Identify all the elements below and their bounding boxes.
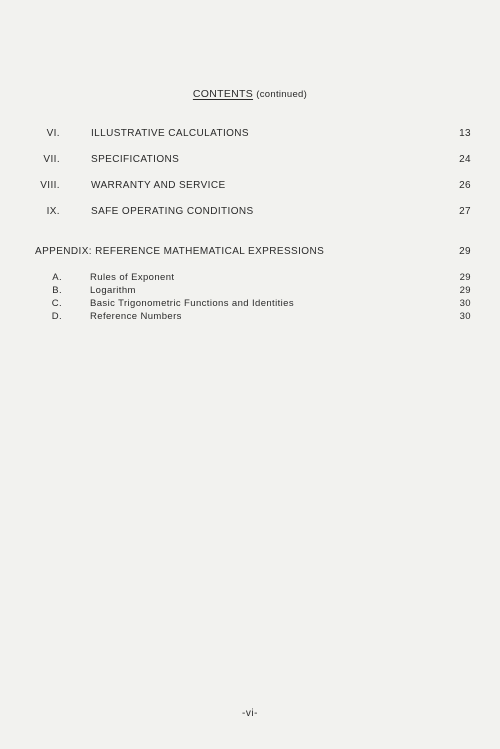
toc-section-number: VII. — [43, 154, 60, 165]
toc-page-number: 29 — [459, 285, 471, 296]
toc-section-title: SAFE OPERATING CONDITIONS — [91, 206, 254, 217]
toc-subrow — [0, 285, 500, 298]
toc-page-number: 26 — [459, 180, 471, 191]
toc-subsection-letter: A. — [52, 272, 62, 283]
toc-page-number: 24 — [459, 154, 471, 165]
toc-appendix-row — [0, 246, 500, 260]
toc-section-title: SPECIFICATIONS — [91, 154, 180, 165]
toc-appendix-title: APPENDIX: REFERENCE MATHEMATICAL EXPRESSIONS — [35, 246, 325, 257]
toc-subrow — [0, 311, 500, 324]
toc-page-number: 27 — [459, 206, 471, 217]
toc-section-number: VIII. — [40, 180, 60, 191]
toc-subsection-title: Rules of Exponent — [90, 272, 175, 283]
toc-subsection-title: Reference Numbers — [90, 311, 182, 322]
toc-page-number: 13 — [459, 128, 471, 139]
toc-page-number: 30 — [459, 311, 471, 322]
contents-title: CONTENTS — [192, 88, 254, 100]
toc-row — [0, 154, 500, 168]
toc-section-number: IX. — [46, 206, 60, 217]
toc-section-number: VI. — [46, 128, 60, 139]
toc-page-number: 29 — [459, 246, 471, 257]
toc-page-number: 29 — [459, 272, 471, 283]
toc-section-title: WARRANTY AND SERVICE — [91, 180, 226, 191]
page-footer-number: -vi- — [242, 708, 258, 719]
toc-section-title: ILLUSTRATIVE CALCULATIONS — [91, 128, 249, 139]
toc-row — [0, 206, 500, 220]
contents-heading — [0, 88, 500, 100]
toc-row — [0, 128, 500, 142]
toc-subrow — [0, 272, 500, 285]
toc-row — [0, 180, 500, 194]
toc-subrow — [0, 298, 500, 311]
toc-page-number: 30 — [459, 298, 471, 309]
contents-subtitle: (continued) — [256, 89, 308, 100]
toc-subsection-letter: D. — [51, 311, 62, 322]
toc-subsection-title: Logarithm — [90, 285, 136, 296]
toc-subsection-letter: B. — [52, 285, 62, 296]
toc-subsection-title: Basic Trigonometric Functions and Identities — [90, 298, 294, 309]
toc-subsection-letter: C. — [51, 298, 62, 309]
